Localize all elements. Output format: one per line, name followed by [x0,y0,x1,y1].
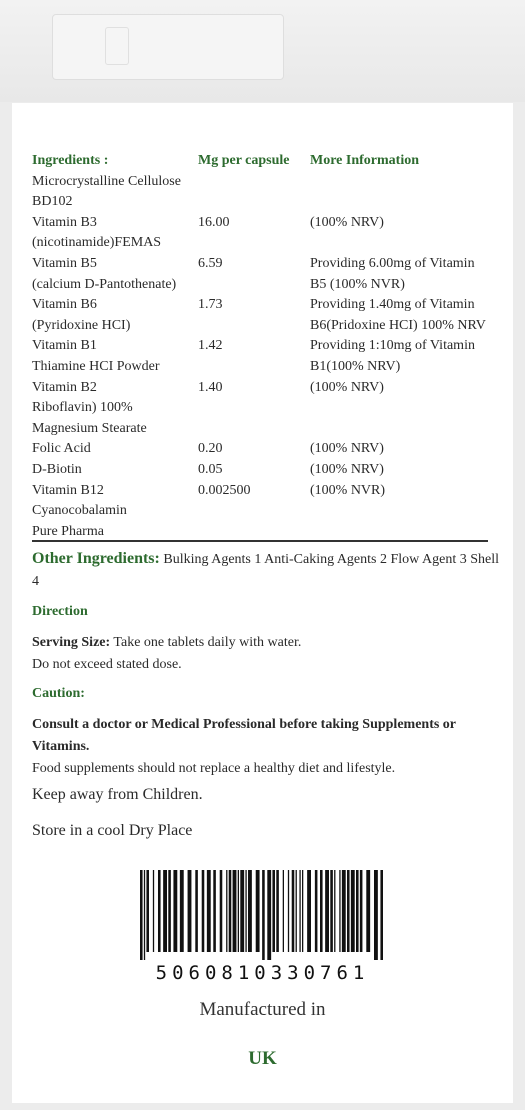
barcode-bar [144,870,145,960]
barcode-bar [299,870,300,952]
mg-cell: 1.42 [198,338,223,354]
barcode-bar [302,870,303,952]
header-mg: Mg per capsule [198,153,290,168]
barcode-bar [245,870,246,952]
ingredient-cell: Vitamin B5 [32,255,97,271]
barcode-bar [262,870,265,960]
barcode-bar [272,870,275,952]
header-info: More Information [310,153,419,168]
label-card [12,103,513,1103]
other-ingredients-label: Other Ingredients: [32,550,160,567]
barcode-bar [158,870,161,952]
barcode-bar [380,870,383,960]
info-cell: (100% NRV) [310,461,384,477]
table-row [32,275,502,296]
mg-cell: 0.002500 [198,482,251,498]
ingredient-cell: (nicotinamide)FEMAS [32,235,162,251]
barcode-bar [195,870,198,952]
keep-away-text: Keep away from Children. [32,786,203,803]
barcode-bar [276,870,279,952]
ingredient-cell: Vitamin B2 [32,379,97,395]
table-row [32,336,502,357]
storage-text: Store in a cool Dry Place [32,822,193,839]
barcode-bar [180,870,184,952]
barcode-bar [240,870,244,952]
table-row [32,295,502,316]
mg-cell: 16.00 [198,214,230,230]
barcode-bar [256,870,260,952]
table-row [32,481,502,502]
table-row [32,172,502,193]
barcode-bar [220,870,223,952]
table-row [32,192,502,213]
info-cell: Providing 1.40mg of Vitamin [310,297,475,313]
barcode-bar [342,870,346,952]
barcode-bar [248,870,252,952]
mg-cell: 0.05 [198,461,223,477]
ingredient-cell: Magnesium Stearate [32,420,147,436]
ingredient-cell: Folic Acid [32,441,91,457]
divider [32,540,488,542]
barcode-bar [347,870,350,952]
barcode-number: 5060810330761 [155,962,370,984]
barcode-bar [140,870,143,960]
other-ingredients [32,548,502,593]
table-row [32,316,502,337]
mg-cell: 1.73 [198,297,223,313]
table-row [32,254,502,275]
table-row [32,378,502,399]
ingredient-cell: Vitamin B12 [32,482,104,498]
barcode-bar [339,870,340,952]
barcode-bar [288,870,289,952]
barcode-bar [229,870,232,952]
barcode-bar [146,870,149,952]
ingredient-cell: Microcrystalline Cellulose [32,173,181,189]
table-header [32,151,502,172]
hang-hole [52,14,284,80]
info-cell: (100% NRV) [310,214,384,230]
barcode-bar [168,870,171,952]
mg-cell: 0.20 [198,441,223,457]
info-cell: B5 (100% NVR) [310,276,405,292]
mg-cell: 6.59 [198,255,223,271]
barcode-bar [283,870,284,952]
info-cell: B1(100% NRV) [310,358,401,374]
barcode-bar [226,870,227,952]
mg-cell: 1.40 [198,379,223,395]
hang-tab [0,0,525,102]
ingredient-cell: Vitamin B1 [32,338,97,354]
barcode-bar [233,870,237,952]
barcode [138,870,385,960]
ingredients-table [32,151,502,542]
ingredient-cell: Riboflavin) 100% [32,400,133,416]
table-row [32,439,502,460]
barcode-bar [207,870,211,952]
info-cell: (100% NRV) [310,441,384,457]
ingredient-cell: BD102 [32,194,73,210]
barcode-bar [356,870,359,952]
barcode-bar [173,870,177,952]
info-cell: (100% NRV) [310,379,384,395]
ingredient-cell: (calcium D-Pantothenate) [32,276,177,292]
barcode-bar [267,870,271,960]
ingredient-cell: Cyanocobalamin [32,503,127,519]
ingredient-cell: D-Biotin [32,461,82,477]
ingredient-cell: Vitamin B3 [32,214,97,230]
ingredient-cell: Thiamine HCI Powder [32,358,160,374]
barcode-bar [296,870,297,952]
ingredient-cell: Vitamin B6 [32,297,97,313]
barcode-bar [360,870,363,952]
ingredient-cell: (Pyridoxine HCI) [32,317,131,333]
dose-note: Do not exceed stated dose. [32,657,182,672]
barcode-bar [320,870,323,952]
supplement-note: Food supplements should not replace a healthy diet and lifestyle. [32,761,396,776]
barcode-bar [351,870,355,952]
arrow-emboss-icon [105,27,129,65]
serving-size-text: Take one tablets daily with water. [113,635,302,650]
barcode-bar [238,870,239,952]
barcode-bar [307,870,311,952]
barcode-bar [334,870,335,952]
table-row [32,233,502,254]
direction-heading: Direction [32,604,88,619]
table-body [32,172,502,543]
table-row [32,501,502,522]
barcode-bar [315,870,318,952]
barcode-bar [163,870,167,952]
table-row [32,460,502,481]
table-row [32,419,502,440]
barcode-bar [325,870,329,952]
barcode-bar [188,870,192,952]
country-of-origin: UK [248,1048,277,1069]
table-row [32,398,502,419]
serving-size-label: Serving Size: [32,635,111,650]
info-cell: (100% NVR) [310,482,386,498]
barcode-bar [202,870,205,952]
other-ingredients-text: Bulking Agents 1 Anti-Caking Agents 2 Flow Agent 3 Shell 4 [32,552,499,589]
serving-block [32,632,502,676]
info-cell: Providing 1:10mg of Vitamin [310,338,475,354]
barcode-bar [292,870,295,952]
manufactured-in: Manufactured in [199,999,326,1020]
table-row [32,357,502,378]
info-cell: B6(Pridoxine HCI) 100% NRV [310,317,486,333]
barcode-bar [213,870,216,952]
barcode-bar [374,870,378,960]
caution-block [32,714,502,780]
caution-heading: Caution: [32,686,85,701]
table-row [32,213,502,234]
barcode-bar [330,870,333,952]
info-cell: Providing 6.00mg of Vitamin [310,255,475,271]
consult-warning: Consult a doctor or Medical Professional before taking Supplements or Vitamins. [32,717,456,754]
ingredient-cell: Pure Pharma [32,523,104,539]
barcode-bar [366,870,370,952]
barcode-bar [153,870,154,952]
header-ingredients: Ingredients : [32,153,109,168]
